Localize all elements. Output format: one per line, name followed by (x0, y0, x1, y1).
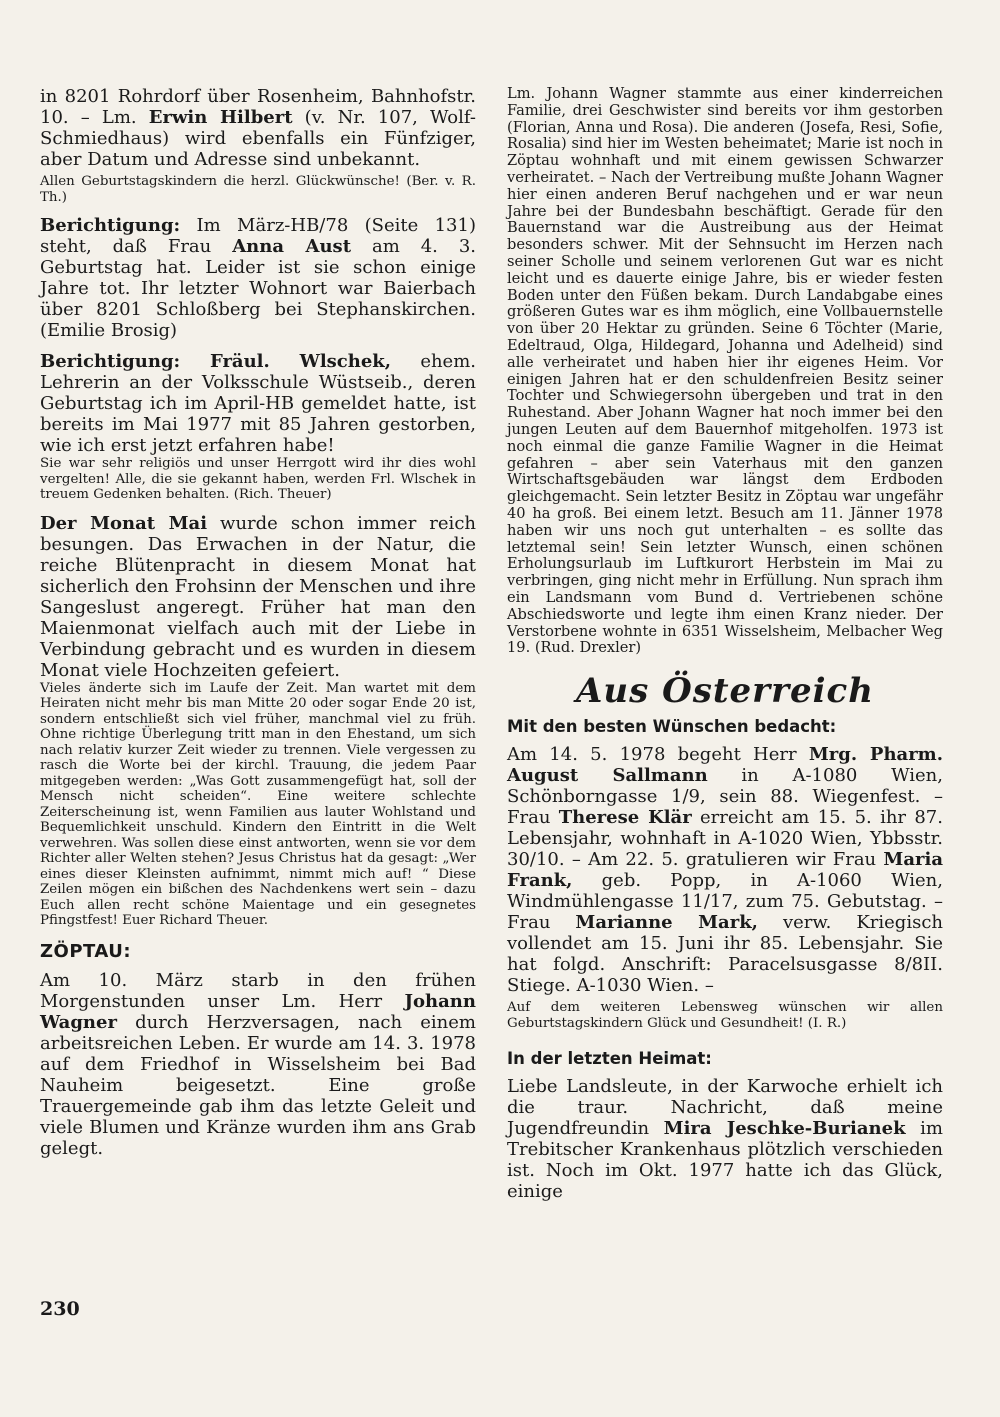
obituary-paragraph: Am 10. März starb in den frühen Morgenstunden unser Lm. Herr Johann Wagner durch Herzversagen, nach einem arbeitsreichen Leben. Er wurde am 14. 3. 1978 auf dem Friedhof in Wisselsheim bei Bad Nauheim beigesetzt. Eine große Trauergemeinde gab ihm das letzte Geleit und viele Blumen und Kränze wurden ihm ans Grab gelegt. (40, 969, 476, 1159)
birthday-paragraph: Am 14. 5. 1978 begeht Herr Mrg. Pharm. August Sallmann in A-1080 Wien, Schönborngasse 1/9, sein 88. Wiegenfest. – Frau Therese Klär erreicht am 15. 5. ihr 87. Lebensjahr, wohnhaft in A-1020 Wien, Ybbsstr. 30/10. – Am 22. 5. gratulieren wir Frau Maria Frank, geb. Popp, in A-1060 Wien, Windmühlengasse 11/17, zum 75. Gebutstag. – Frau Marianne Mark, verw. Kriegisch vollendet am 15. Juni ihr 85. Lebensjahr. Sie hat folgd. Anschrift: Paracelsusgasse 8/8II. Stiege. A-1030 Wien. – (507, 744, 943, 997)
may-paragraph: Der Monat Mai wurde schon immer reich besungen. Das Erwachen in der Natur, die reiche Blütenpracht in diesem Monat hat sicherlich den Frohsinn der Menschen und ihre Sangeslust angeregt. Früher hat man den Maienmonat vielfach auch mit der Liebe in Verbindung gebracht und es wurden in diesem Monat viele Hochzeiten gefeiert. (40, 512, 476, 681)
section-heading: ZÖPTAU: (40, 940, 132, 962)
correction-paragraph: Berichtigung: Fräul. Wlschek, ehem. Lehrerin an der Volksschule Wüstseib., deren Geburtstag ich im April-HB gemeldet hatte, ist bereits im Mai 1977 mit 85 Jahren gestorben, wie ich erst jetzt erfahren habe! (40, 351, 476, 456)
paragraph: Auf dem weiteren Lebensweg wünschen wir allen Geburtstagskindern Glück und Gesundheit! (I. R.) (507, 1000, 943, 1031)
correction-paragraph: Berichtigung: Im März-HB/78 (Seite 131) steht, daß Frau Anna Aust am 4. 3. Geburtstag hat. Leider ist sie schon einige Jahre tot. Ihr letzter Wohnort war Baierbach über 8201 Schloßberg bei Stephanskirchen. (Emilie Brosig) (40, 215, 477, 341)
section-title: Aus Österreich (576, 671, 874, 712)
paragraph: Sie war sehr religiös und unser Herrgott wird ihr dies wohl vergelten! Alle, die sie gekannt haben, werden Frl. Wlschek in treuem Gedenken behalten. (Rich. Theuer) (40, 456, 476, 502)
subheading: Mit den besten Wünschen bedacht: (507, 717, 837, 737)
paragraph: in 8201 Rohrdorf über Rosenheim, Bahnhofstr. 10. – Lm. Erwin Hilbert (v. Nr. 107, Wolf-Schmiedhaus) wird ebenfalls ein Fünfziger, aber Datum und Adresse sind unbekannt. (40, 86, 476, 170)
paragraph: Liebe Landsleute, in der Karwoche erhielt ich die traur. Nachricht, daß meine Jugendfreundin Mira Jeschke-Burianek im Trebitscher Krankenhaus plötzlich verschieden ist. Noch im Okt. 1977 hatte ich das Glück, einige (507, 1076, 943, 1203)
paragraph: Vieles änderte sich im Laufe der Zeit. Man wartet mit dem Heiraten nicht mehr bis man Mitte 20 oder sogar Ende 20 ist, sondern entschließt sich viel früher, manchmal viel zu früh. Ohne richtige Überlegung tritt man in den Ehestand, um sich nach relativ kurzer Zeit wieder zu trennen. Viele vergessen zu rasch die Worte bei der kirchl. Trauung, die jedem Paar mitgegeben werden: „Was Gott zusammengefügt hat, soll der Mensch nicht scheiden“. Eine weitere schlechte Zeiterscheinung ist, wenn Familien aus lauter Wohlstand und Bequemlichkeit unschuld. Kindern den Eintritt in die Welt verwehren. Was sollen diese einst antworten, wenn sie vor dem Richter aller Welten stehen? Jesus Christus hat da gesagt: „Wer eines dieser Kleinsten aufnimmt, nimmt mich auf! “ Diese Zeilen mögen ein bißchen des Nachdenkens wert sein – dazu Euch allen recht schöne Maientage und ein gesegnetes Pfingstfest! Euer Richard Theuer. (40, 680, 476, 928)
paragraph: Allen Geburtstagskindern die herzl. Glückwünsche! (Ber. v. R. Th.) (40, 174, 476, 205)
subheading: In der letzten Heimat: (507, 1049, 712, 1069)
paragraph: Lm. Johann Wagner stammte aus einer kinderreichen Familie, drei Geschwister sind bereits vor ihm gestorben (Florian, Anna und Rosa). Die anderen (Josefa, Resi, Sofie, Rosalia) sind hier im Westen beheimatet; Marie ist noch in Zöptau wohnhaft und mit einem gewissen Schwarzer verheiratet. – Nach der Vertreibung mußte Johann Wagner hier einen anderen Beruf nachgehen und er war neun Jahre bei der Bundesbahn beschäftigt. Gerade für den Bauernstand war die Austreibung aus der Heimat besonders schwer. Mit der Sehnsucht im Herzen nach seiner Scholle und seinem verlorenen Gut war es nicht leicht und es dauerte einige Jahre, bis er wieder festen Boden unter den Füßen bekam. Durch Landabgabe eines größeren Gutes war es ihm möglich, eine Vollbauernstelle von über 20 Hektar zu gründen. Seine 6 Töchter (Marie, Edeltraud, Olga, Hildegard, Johanna und Adelheid) sind alle verheiratet und haben hier ihr eigenes Heim. Vor einigen Jahren hat er den schuldenfreien Besitz seiner Tochter und Schwiegersohn übergeben und trat in den Ruhestand. Aber Johann Wagner hat noch immer bei den jungen Leuten auf dem Bauernhof mitgeholfen. 1973 ist noch einmal die ganze Familie Wagner in die Heimat gefahren – aber sein Vaterhaus mit den ganzen Wirtschaftsgebäuden war längst dem Erdboden gleichgemacht. Sein letzter Besitz in Zöptau war ungefähr 40 ha groß. Bei einem letzt. Besuch am 11. Jänner 1978 haben wir uns noch gut unterhalten – es sollte das letztemal sein! Sein letzter Wunsch, einen schönen Erholungsurlaub im Luftkurort Herbstein im Mai zu verbringen, ging nicht mehr in Erfüllung. Nun sprach ihm ein Landsmann vom Bund d. Vertriebenen schöne Abschiedsworte und legte ihm einen Kranz nieder. Der Verstorbene wohnte in 6351 Wisselsheim, Melbacher Weg 19. (Rud. Drexler) (507, 85, 943, 657)
left-column (40, 86, 476, 1159)
right-column (507, 86, 943, 1202)
page-number: 230 (40, 1298, 80, 1320)
